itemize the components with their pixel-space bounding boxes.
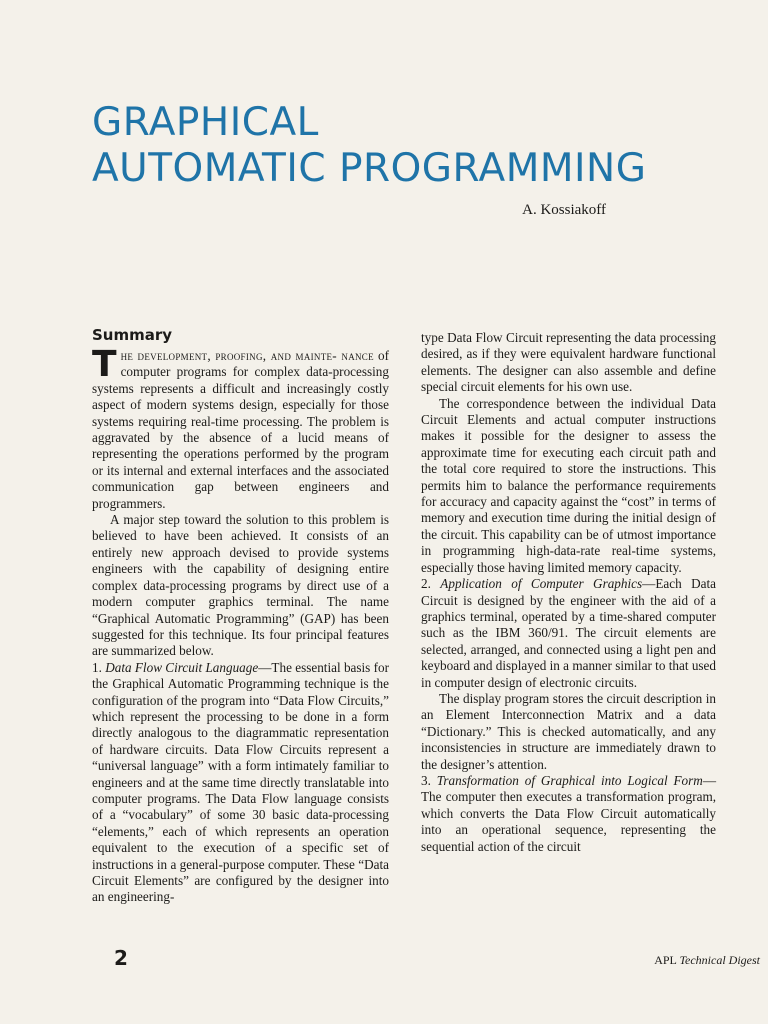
left-paragraph-3 [92,660,389,906]
item-number-2: 2. [421,576,441,592]
right-paragraph-2: The correspondence between the individual Data Circuit Elements and actual computer instructions makes it possible for the designer to assess the approximate time for executing each circuit path and the total core required to store the instructions. This permits him to balance the performance requirements for accuracy and capacity against the “cost” in terms of memory and execution time during the initial design of the circuit. This capability can be of utmost importance in programming high-data-rate real-time systems, especially those having limited memory capacity. [421,395,716,575]
running-footer [654,953,760,968]
footer-journal: Technical Digest [679,953,760,967]
title-line-2: AUTOMATIC PROGRAMMING [92,146,647,191]
left-paragraph-1 [92,344,389,512]
item-heading-2: Application of Computer Graphics [440,576,643,592]
item-heading-1: Data Flow Circuit Language [105,659,259,675]
right-paragraph-5 [421,773,716,855]
author: A. Kossiakoff [522,202,606,218]
drop-cap: T [92,344,117,385]
item-text-3: —The computer then executes a transformation program, which converts the Data Flow Circuit automatically into an operational sequence, representing the sequential action of the circuit [421,772,716,854]
left-paragraph-1-text: of computer programs for complex data-processing systems represents a difficult and increasingly costly aspect of modern systems design, especially for those systems requiring real-time processing. The problem is aggravated by the absence of a lucid means of representing the operations performed by the program or its internal and external interfaces and the associated communication gap between engineers and programmers. [92,348,389,511]
footer-prefix: APL [654,953,680,967]
page-number: 2 [114,946,128,970]
left-paragraph-2: A major step toward the solution to this problem is believed to have been achieved. It consists of an entirely new approach devised to provide systems engineers with the capability of designing entire complex data-processing programs by direct use of a modern computer graphics terminal. The name “Graphical Automatic Programming” (GAP) has been suggested for this technique. Its four principal features are summarized below. [92,512,389,659]
lead-in-smallcaps: he development, proofing, and mainte- nance [120,348,374,363]
item-number-1: 1. [92,659,106,675]
item-number-3: 3. [421,772,437,788]
article-title [92,100,646,192]
right-paragraph-1: type Data Flow Circuit representing the data processing desired, as if they were equivalent hardware functional elements. The designer can also assemble and define special circuit elements for his own use. [421,330,716,395]
item-heading-3: Transformation of Graphical into Logical Form [436,772,703,788]
title-line-1: GRAPHICAL [92,100,319,145]
item-text-2: —Each Data Circuit is designed by the engineer with the aid of a graphics terminal, operated by a time-shared computer such as the IBM 360/91. The circuit elements are selected, arranged, and connected using a light pen and keyboard and displayed in a manner similar to that used in computer design of electronic circuits. [421,576,716,690]
right-paragraph-3 [421,576,716,691]
item-text-1: —The essential basis for the Graphical Automatic Programming technique is the configuration of the program into “Data Flow Circuits,” which represent the processing to be done in a form directly analogous to the diagrammatic representation of hardware circuits. Data Flow Circuits represent a “universal language” with a form intimately familiar to engineers and at the same time directly translatable into computer programs. The Data Flow language consists of a “vocabulary” of some 30 basic data-processing “elements,” each of which represents an operation equivalent to the execution of a specific set of instructions in a general-purpose computer. These “Data Circuit Elements” are configured by the designer into an engineering- [92,659,389,905]
left-column [92,344,389,906]
summary-heading: Summary [92,326,173,344]
right-paragraph-4: The display program stores the circuit description in an Element Interconnection Matrix and a data “Dictionary.” This is checked automatically, and any inconsistencies in structure are immediately drawn to the designer’s attention. [421,690,716,772]
right-column [421,330,716,855]
